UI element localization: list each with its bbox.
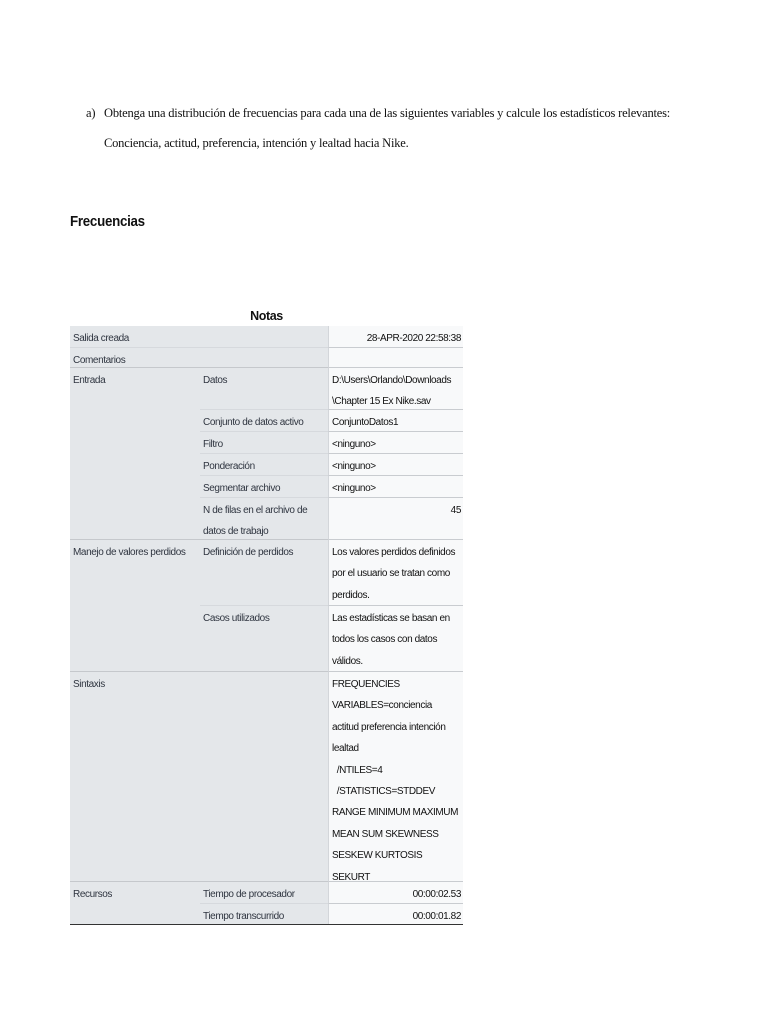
group-label-manejo-perdidos: Manejo de valores perdidos xyxy=(70,540,200,672)
row-label-segmentar: Segmentar archivo xyxy=(200,476,328,498)
row-label-filtro: Filtro xyxy=(200,432,328,454)
group-label-entrada: Entrada xyxy=(70,368,200,540)
notes-table-title: Notas xyxy=(250,309,283,323)
value-comentarios xyxy=(328,348,463,368)
question-line-1: Obtenga una distribución de frecuencias para cada una de las siguientes variables y calcule los estadísticos relevantes: xyxy=(104,106,671,120)
notes-grid xyxy=(70,326,463,925)
value-conjunto-datos: ConjuntoDatos1 xyxy=(328,410,463,432)
value-n-filas: 45 xyxy=(328,498,463,540)
value-datos: D:\Users\Orlando\Downloads\Chapter 15 Ex Nike.sav xyxy=(328,368,463,410)
row-label-comentarios: Comentarios xyxy=(70,348,328,368)
row-label-casos-utilizados: Casos utilizados xyxy=(200,606,328,672)
row-label-conjunto-datos: Conjunto de datos activo xyxy=(200,410,328,432)
notes-table xyxy=(70,306,463,925)
value-segmentar: <ninguno> xyxy=(328,476,463,498)
row-label-sintaxis: Sintaxis xyxy=(70,672,328,882)
row-label-salida-creada: Salida creada xyxy=(70,326,328,348)
value-tiempo-transcurrido: 00:00:01.82 xyxy=(328,904,463,924)
row-label-n-filas: N de filas en el archivo de datos de trabajo xyxy=(200,498,328,540)
row-label-tiempo-procesador: Tiempo de procesador xyxy=(200,882,328,904)
value-filtro: <ninguno> xyxy=(328,432,463,454)
value-definicion-perdidos: Los valores perdidos definidos por el usuario se tratan como perdidos. xyxy=(328,540,463,606)
section-title: Frecuencias xyxy=(70,214,145,230)
question-line-2: Conciencia, actitud, preferencia, intención y lealtad hacia Nike. xyxy=(104,136,409,150)
value-salida-creada: 28-APR-2020 22:58:38 xyxy=(328,326,463,348)
question-marker: a) xyxy=(86,106,96,120)
value-casos-utilizados: Las estadísticas se basan en todos los casos con datos válidos. xyxy=(328,606,463,672)
value-tiempo-procesador: 00:00:02.53 xyxy=(328,882,463,904)
value-sintaxis: FREQUENCIES VARIABLES=conciencia actitud preferencia intención lealtad /NTILES=4 /STATISTICS=STDDEV RANGE MINIMUM MAXIMUM MEAN SUM SKEWNESS SESKEW KURTOSIS SEKURT xyxy=(328,672,463,882)
row-label-datos: Datos xyxy=(200,368,328,410)
row-label-definicion-perdidos: Definición de perdidos xyxy=(200,540,328,606)
row-label-tiempo-transcurrido: Tiempo transcurrido xyxy=(200,904,328,924)
question-paragraph xyxy=(86,98,706,158)
group-label-recursos: Recursos xyxy=(70,882,200,924)
value-ponderacion: <ninguno> xyxy=(328,454,463,476)
row-label-ponderacion: Ponderación xyxy=(200,454,328,476)
